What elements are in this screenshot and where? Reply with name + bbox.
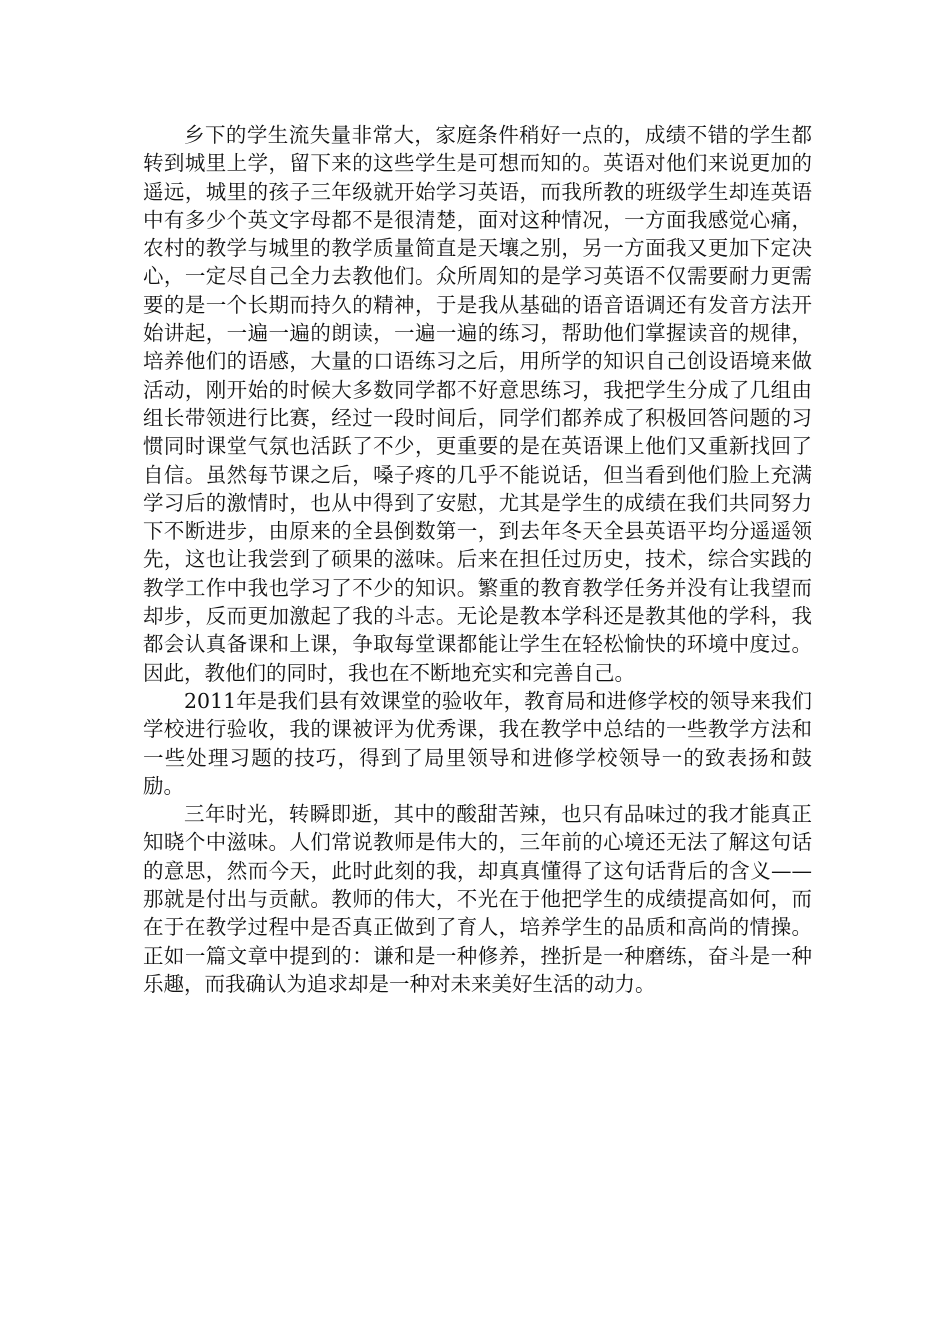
paragraph-three-years-reflection: 三年时光，转瞬即逝，其中的酸甜苦辣，也只有品味过的我才能真正知晓个中滋味。人们常说教师是伟大的，三年前的心境还无法了解这句话的意思，然而今天，此时此刻的我，却真真懂得了这句话背后的含义——那就是付出与贡献。教师的伟大，不光在于他把学生的成绩提高如何，而在于在教学过程中是否真正做到了育人，培养学生的品质和高尚的情操。正如一篇文章中提到的：谦和是一种修养，挫折是一种磨练，奋斗是一种乐趣，而我确认为追求却是一种对未来美好生活的动力。 xyxy=(143,802,812,996)
document-body xyxy=(143,121,812,998)
paragraph-english-teaching: 乡下的学生流失量非常大，家庭条件稍好一点的，成绩不错的学生都转到城里上学，留下来的这些学生是可想而知的。英语对他们来说更加的遥远，城里的孩子三年级就开始学习英语，而我所教的班级学生却连英语中有多少个英文字母都不是很清楚，面对这种情况，一方面我感觉心痛，农村的教学与城里的教学质量简直是天壤之别，另一方面我又更加下定决心，一定尽自己全力去教他们。众所周知的是学习英语不仅需要耐力更需要的是一个长期而持久的精神，于是我从基础的语音语调还有发音方法开始讲起，一遍一遍的朗读，一遍一遍的练习，帮助他们掌握读音的规律，培养他们的语感，大量的口语练习之后，用所学的知识自己创设语境来做活动，刚开始的时候大多数同学都不好意思练习，我把学生分成了几组由组长带领进行比赛，经过一段时间后，同学们都养成了积极回答问题的习惯同时课堂气氛也活跃了不少，更重要的是在英语课上他们又重新找回了自信。虽然每节课之后，嗓子疼的几乎不能说话，但当看到他们脸上充满学习后的激情时，也从中得到了安慰，尤其是学生的成绩在我们共同努力下不断进步，由原来的全县倒数第一，到去年冬天全县英语平均分遥遥领先，这也让我尝到了硕果的滋味。后来在担任过历史，技术，综合实践的教学工作中我也学习了不少的知识。繁重的教育教学任务并没有让我望而却步，反而更加激起了我的斗志。无论是教本学科还是教其他的学科，我都会认真备课和上课，争取每堂课都能让学生在轻松愉快的环境中度过。因此，教他们的同时，我也在不断地充实和完善自己。 xyxy=(143,123,812,685)
paragraph-2011-evaluation: 2011年是我们县有效课堂的验收年，教育局和进修学校的领导来我们学校进行验收，我的课被评为优秀课，我在教学中总结的一些教学方法和一些处理习题的技巧，得到了局里领导和进修学校领导一的致表扬和鼓励。 xyxy=(143,688,812,798)
